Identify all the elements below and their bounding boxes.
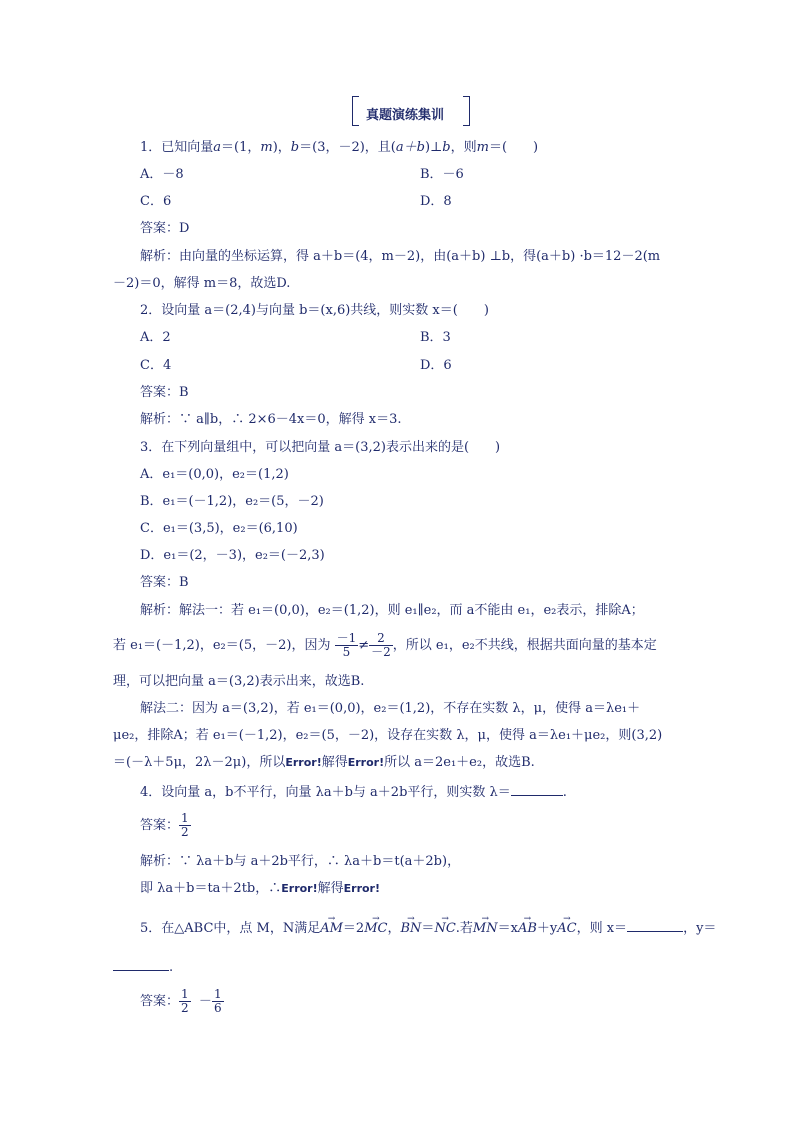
vector-ac: → AC [557, 921, 576, 937]
q1-option-d: D．8 [420, 194, 452, 209]
q3-option-c: C．e₁＝(3,5)，e₂＝(6,10) [140, 521, 298, 536]
vector-am: → AM [320, 921, 343, 937]
q1-solution-line2: －2)＝0，解得 m＝8，故选D. [113, 276, 291, 291]
q1-stem: 1．已知向量a＝(1，m)，b＝(3，－2)，且(a＋b)⊥b，则m＝( ) [140, 140, 539, 155]
fraction: $\frac{1}{2}$ [181, 987, 189, 1015]
q5-stem: 5．在△ABC中，点 M，N满足→ AM＝2→ MC，→ BN＝→ NC.若→ MN＝x→ AB＋y→ AC，则 x＝ ，y＝ [140, 919, 716, 937]
q2-stem: 2．设向量 a＝(2,4)与向量 b＝(x,6)共线，则实数 x＝( ) [140, 303, 489, 318]
vector-ab: → AB [518, 921, 537, 937]
fraction: $\frac{-1}{5}$ [336, 631, 357, 659]
section-title: 真题演练集训 [366, 108, 445, 123]
fraction: $\frac{1}{6}$ [213, 987, 222, 1015]
answer-blank-x[interactable] [627, 919, 683, 932]
fraction: $\frac{2}{-2}$ [371, 631, 391, 659]
fraction: $\frac{1}{2}$ [181, 811, 189, 839]
q3-answer: 答案：B [140, 575, 189, 590]
right-bracket [463, 96, 470, 126]
q2-option-b: B．3 [420, 330, 451, 345]
q2-answer: 答案：B [140, 385, 189, 400]
q3-option-b: B．e₁＝(－1,2)，e₂＝(5，－2) [140, 494, 324, 509]
q3-stem: 3．在下列向量组中，可以把向量 a＝(3,2)表示出来的是( ) [140, 440, 501, 455]
q3-solution-line5: μe₂，排除A；若 e₁＝(－1,2)，e₂＝(5，－2)，设存在实数 λ，μ，使得 a＝λe₁＋μe₂，则(3,2) [113, 728, 663, 743]
answer-blank-y[interactable] [113, 958, 169, 971]
section-header [352, 96, 470, 126]
vector-nc: → NC [434, 921, 455, 937]
answer-blank[interactable] [511, 783, 563, 796]
q1-option-b: B．－6 [420, 167, 464, 182]
q2-option-a: A．2 [140, 330, 171, 345]
q3-solution-line2: 若 e₁＝(－1,2)，e₂＝(5，－2)，因为 $\frac{-1}{5}$ ≠ $\frac{2}{-2}$ ，所以 e₁，e₂不共线，根据共面向量的基本定 [113, 631, 657, 659]
vector-mc: → MC [364, 921, 387, 937]
q4-answer: 答案： $\frac{1}{2}$ [140, 811, 189, 839]
q2-solution: 解析：∵ a∥b，∴ 2×6－4x＝0，解得 x＝3. [140, 412, 402, 427]
q1-solution-line1: 解析：由向量的坐标运算，得 a＋b＝(4，m－2)，由(a＋b) ⊥b，得(a＋b) ·b＝12－2(m [140, 249, 661, 264]
left-bracket [352, 96, 359, 126]
q3-solution-line3: 理，可以把向量 a＝(3,2)表示出来，故选B. [113, 674, 365, 689]
q3-option-a: A．e₁＝(0,0)，e₂＝(1,2) [140, 467, 289, 482]
q4-solution-line2: 即 λa＋b＝ta＋2tb，∴Error!解得Error! [140, 881, 381, 896]
vector-bn: → BN [400, 921, 421, 937]
q1-answer: 答案：D [140, 221, 190, 236]
q3-option-d: D．e₁＝(2，－3)，e₂＝(－2,3) [140, 548, 325, 563]
q5-answer: 答案： $\frac{1}{2}$ － $\frac{1}{6}$ [140, 987, 222, 1015]
q4-stem: 4．设向量 a，b不平行，向量 λa＋b与 a＋2b平行，则实数 λ＝ . [140, 785, 567, 800]
q2-option-d: D．6 [420, 358, 452, 373]
q5-stem-line2: . [113, 958, 173, 976]
q2-option-c: C．4 [140, 358, 172, 373]
q4-solution-line1: 解析：∵ λa＋b与 a＋2b平行，∴ λa＋b＝t(a＋2b)， [140, 854, 461, 869]
q1-option-a: A．－8 [140, 167, 184, 182]
q3-solution-line6: ＝(－λ＋5μ，2λ－2μ)，所以Error!解得Error!所以 a＝2e₁＋e₂，故选B. [113, 755, 535, 770]
q3-solution-line4: 解法二：因为 a＝(3,2)，若 e₁＝(0,0)，e₂＝(1,2)，不存在实数 λ，μ，使得 a＝λe₁＋ [140, 701, 641, 716]
q1-option-c: C．6 [140, 194, 172, 209]
vector-mn: → MN [473, 921, 498, 937]
q3-solution-line1: 解析：解法一：若 e₁＝(0,0)，e₂＝(1,2)，则 e₁∥e₂，而 a不能由 e₁，e₂表示，排除A； [140, 603, 644, 618]
